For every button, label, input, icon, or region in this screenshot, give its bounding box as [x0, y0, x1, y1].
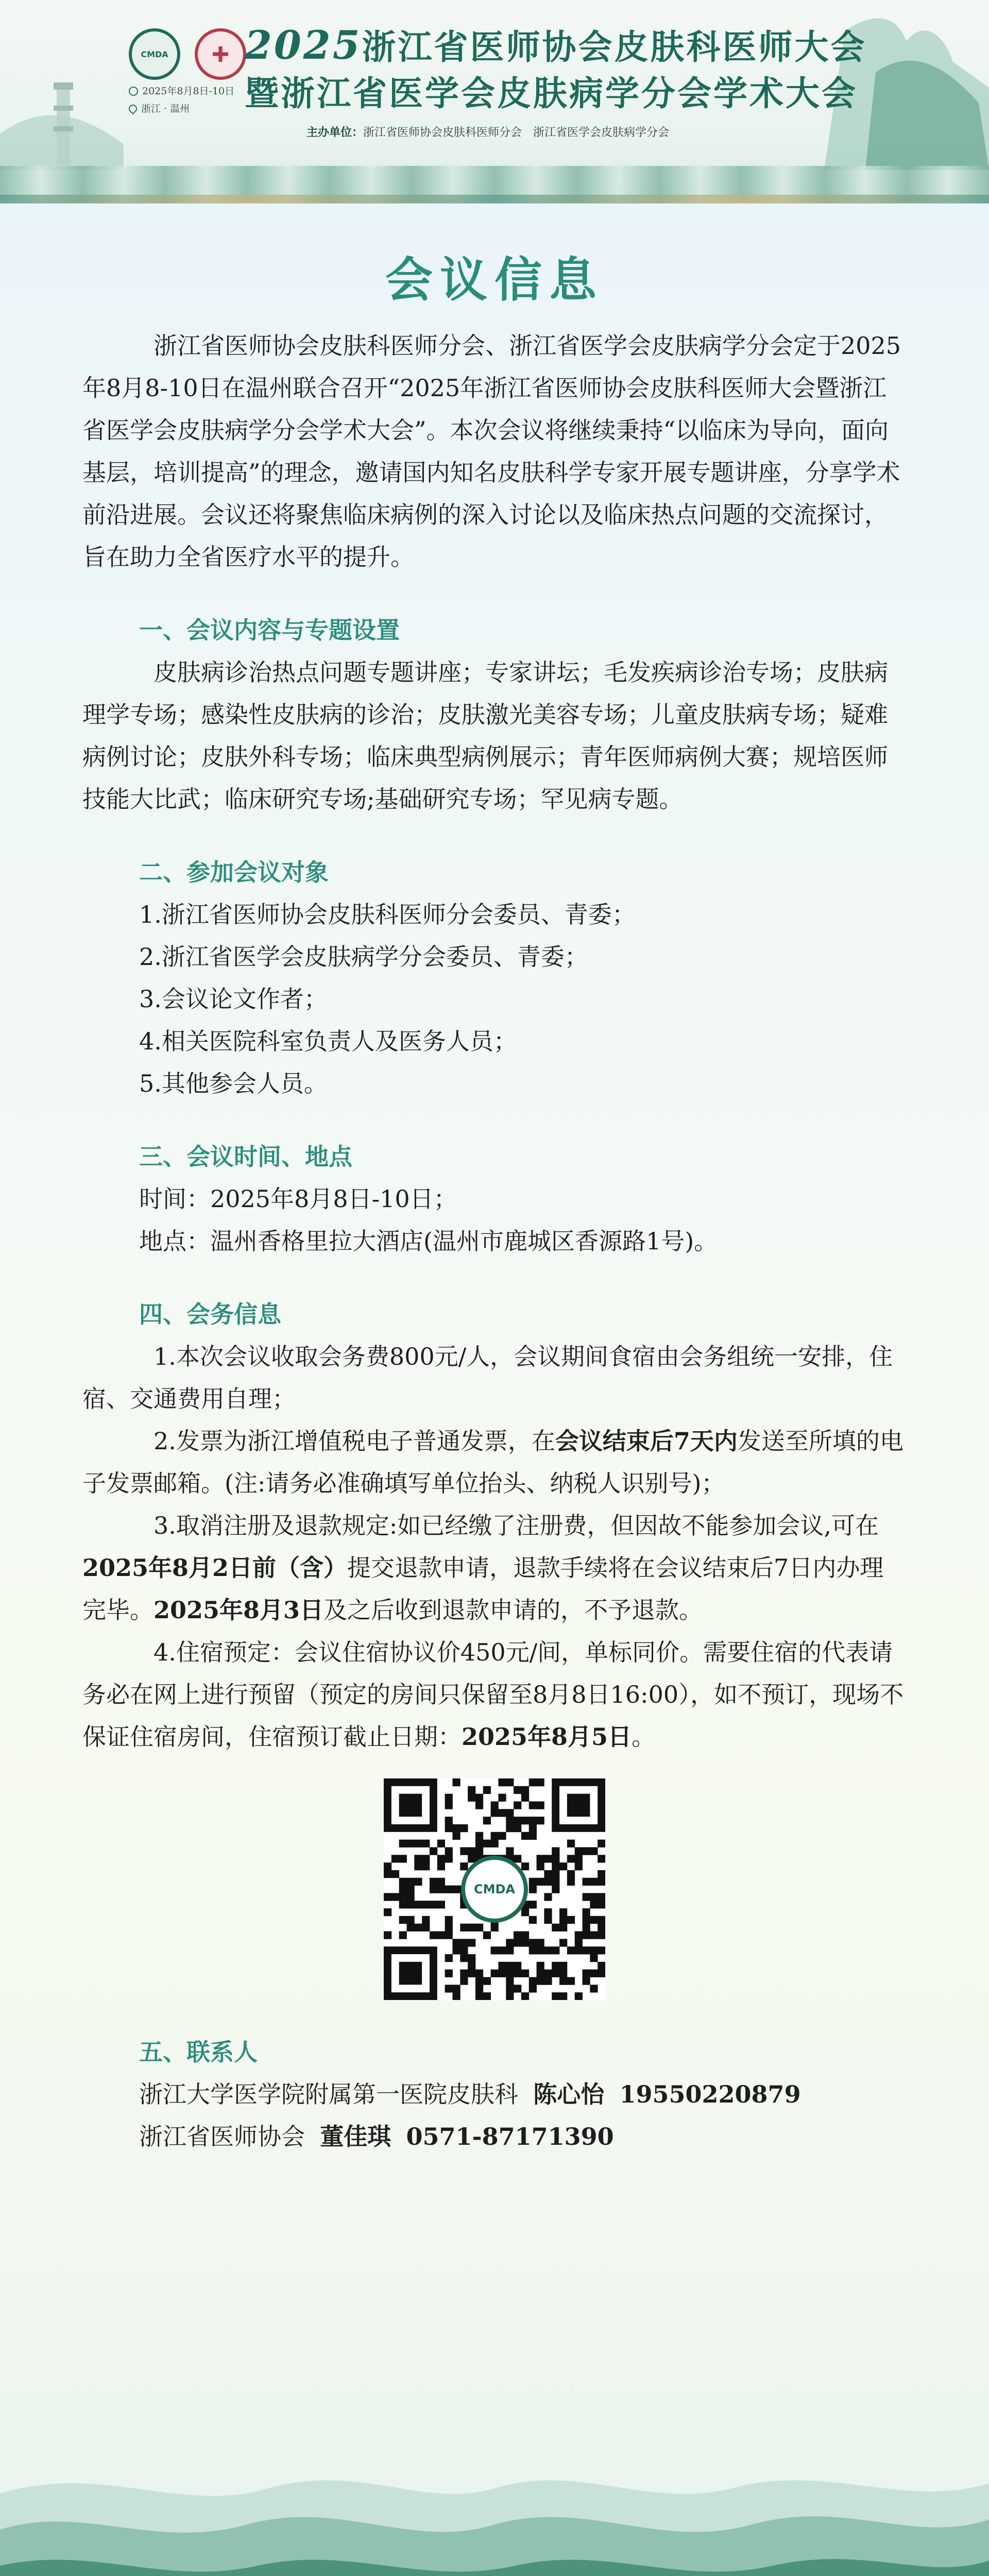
registration-qr-code[interactable] — [384, 1778, 605, 2000]
contact-2-phone[interactable]: 0571-87171390 — [406, 2123, 614, 2150]
section-1-body: 皮肤病诊治热点问题专题讲座；专家讲坛；毛发疾病诊治专场；皮肤病理学专场；感染性皮肤病的诊治；皮肤激光美容专场；儿童皮肤病专场；疑难病例讨论；皮肤外科专场；临床典型病例展示；青年医师病例大赛；规培医师技能大比武；临床研究专场;基础研究专场；罕见病专题。 — [82, 658, 888, 813]
footer-decoration — [0, 2432, 989, 2576]
event-meta — [129, 82, 234, 117]
page-title: 会议信息 — [385, 252, 604, 308]
location-pin-icon — [127, 103, 139, 115]
red-cross-icon — [213, 46, 228, 62]
meeting-time: 时间：2025年8月8日-10日； — [139, 1185, 457, 1213]
intro-paragraph: 浙江省医师协会皮肤科医师分会、浙江省医学会皮肤病学分会定于2025年8月8-10日在温州联合召开“2025年浙江省医师协会皮肤科医师大会暨浙江省医学会皮肤病学分会学术大会”。本次会议将继续秉持“以临床为导向，面向基层，培训提高”的理念，邀请国内知名皮肤科学专家开展专题讲座，分享学术前沿进展。会议还将聚焦临床病例的深入讨论以及临床热点问题的交流探讨，旨在助力全省医疗水平的提升。 — [82, 332, 901, 571]
qr-center-logo: CMDA — [461, 1856, 528, 1923]
attendee-item: 1.浙江省医师协会皮肤科医师分会委员、青委； — [139, 901, 636, 928]
refund-paragraph: 3.取消注册及退款规定:如已经缴了注册费，但因故不能参加会议,可在2025年8月2日前（含）提交退款申请，退款手续将在会议结束后7日内办理完毕。2025年8月3日及之后收到退款申请的，不予退款。 — [82, 1512, 884, 1624]
section-4-title: 四、会务信息 — [139, 1300, 281, 1328]
cmda-logo: CMDA — [129, 28, 180, 80]
footer-waves — [0, 2432, 989, 2576]
section-5-title: 五、联系人 — [139, 2038, 258, 2066]
contact-1: 浙江大学医学院附属第一医院皮肤科 陈心怡 19550220879 — [139, 2080, 801, 2108]
clock-icon — [129, 87, 138, 96]
section-1-title: 一、会议内容与专题设置 — [139, 616, 400, 644]
contact-1-phone[interactable]: 19550220879 — [619, 2080, 801, 2108]
section-2-title: 二、参加会议对象 — [139, 858, 329, 886]
section-3-title: 三、会议时间、地点 — [139, 1143, 352, 1171]
header-banner — [0, 0, 989, 204]
organizers: 主办单位：浙江省医师协会皮肤科医师分会 浙江省医学会皮肤病学分会 — [306, 126, 670, 139]
attendee-item: 4.相关医院科室负责人及医务人员； — [139, 1027, 517, 1055]
lodging-paragraph: 4.住宿预定：会议住宿协议价450元/间，单标同价。需要住宿的代表请务必在网上进行预留（预定的房间只保留至8月8日16:00），如不预订，现场不保证住宿房间，住宿预订截止日期：2025年8月5日。 — [82, 1638, 904, 1751]
event-location: 浙江 · 温州 — [141, 103, 190, 114]
event-title-line-1: 2025浙江省医师协会皮肤科医师大会 — [245, 22, 867, 68]
attendee-item: 5.其他参会人员。 — [139, 1070, 328, 1097]
fee-paragraph: 1.本次会议收取会务费800元/人，会议期间食宿由会务组统一安排，住宿、交通费用自理； — [82, 1343, 893, 1413]
header-logos — [129, 28, 246, 80]
invoice-paragraph: 2.发票为浙江增值税电子普通发票，在会议结束后7天内发送至所填的电子发票邮箱。(注:请务必准确填写单位抬头、纳税人识别号)； — [82, 1427, 903, 1497]
header-gold-band — [0, 195, 989, 204]
content-body — [82, 325, 907, 2158]
attendee-item: 3.会议论文作者； — [139, 985, 328, 1013]
meeting-place: 地点：温州香格里拉大酒店(温州市鹿城区香源路1号)。 — [139, 1227, 718, 1255]
event-date: 2025年8月8日-10日 — [142, 86, 235, 97]
event-title-line-2: 暨浙江省医学会皮肤病学分会学术大会 — [245, 73, 858, 113]
contact-2: 浙江省医师协会 董佳琪 0571-87171390 — [139, 2123, 614, 2150]
medical-association-logo — [195, 28, 246, 80]
attendee-item: 2.浙江省医学会皮肤病学分会委员、青委； — [139, 943, 588, 971]
